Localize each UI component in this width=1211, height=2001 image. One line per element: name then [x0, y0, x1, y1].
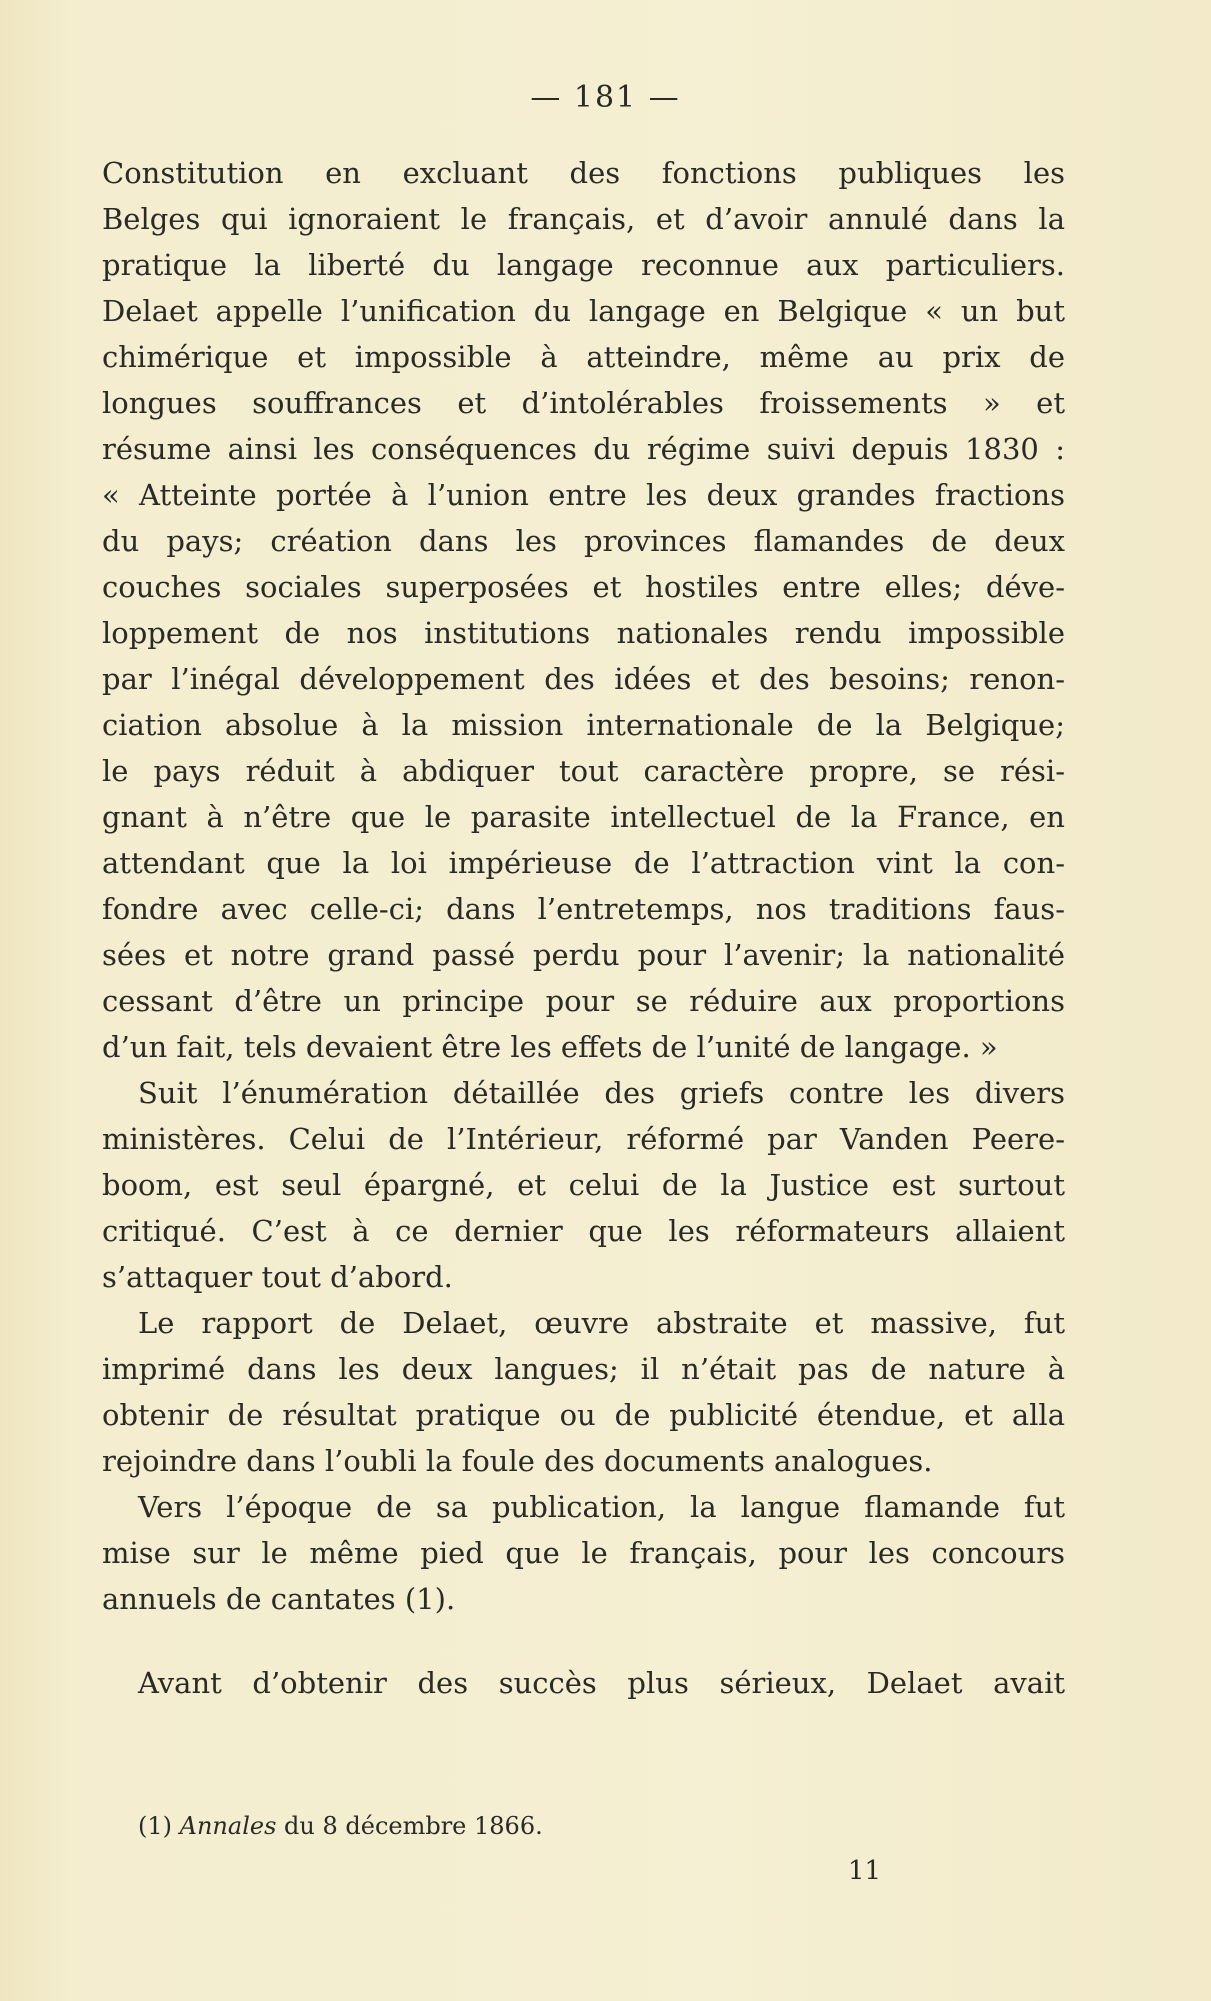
text-line: imprimé dans les deux langues; il n’était pas de nature à: [102, 1352, 1065, 1386]
text-line: annuels de cantates (1).: [102, 1582, 456, 1616]
footnote-title: Annales: [179, 1812, 277, 1840]
footnote-text: du 8 décembre 1866.: [284, 1812, 543, 1840]
text-line: Suit l’énumération détaillée des griefs contre les divers: [138, 1076, 1065, 1110]
text-line: Le rapport de Delaet, œuvre abstraite et massive, fut: [138, 1306, 1065, 1340]
text-line: critiqué. C’est à ce dernier que les réformateurs allaient: [102, 1214, 1065, 1248]
body-text: [102, 150, 1065, 1706]
text-line: ministères. Celui de l’Intérieur, réformé par Vanden Peere-: [102, 1122, 1065, 1156]
text-line: résume ainsi les conséquences du régime suivi depuis 1830 :: [102, 432, 1065, 466]
text-line: d’un fait, tels devaient être les effets de l’unité de langage. »: [102, 1030, 998, 1064]
paragraph-gap: [102, 1622, 1065, 1660]
text-line: cessant d’être un principe pour se réduire aux proportions: [102, 984, 1065, 1018]
text-line: Belges qui ignoraient le français, et d’avoir annulé dans la: [102, 202, 1065, 236]
text-line: du pays; création dans les provinces flamandes de deux: [102, 524, 1065, 558]
text-line: Vers l’époque de sa publication, la langue flamande fut: [138, 1490, 1065, 1524]
text-line: Constitution en excluant des fonctions publiques les: [102, 156, 1065, 190]
text-line: « Atteinte portée à l’union entre les deux grandes fractions: [102, 478, 1065, 512]
text-line: pratique la liberté du langage reconnue aux particuliers.: [102, 248, 1065, 282]
text-line: gnant à n’être que le parasite intellectuel de la France, en: [102, 800, 1065, 834]
footnote: [138, 1812, 543, 1840]
text-line: obtenir de résultat pratique ou de publicité étendue, et alla: [102, 1398, 1065, 1432]
text-line: s’attaquer tout d’abord.: [102, 1260, 453, 1294]
text-line: sées et notre grand passé perdu pour l’avenir; la nationalité: [102, 938, 1065, 972]
text-line: Delaet appelle l’unification du langage en Belgique « un but: [102, 294, 1065, 328]
text-line: couches sociales superposées et hostiles entre elles; déve-: [102, 570, 1065, 604]
text-line: fondre avec celle-ci; dans l’entretemps, nos traditions faus-: [102, 892, 1065, 926]
text-line: rejoindre dans l’oubli la foule des documents analogues.: [102, 1444, 933, 1478]
text-line: boom, est seul épargné, et celui de la Justice est surtout: [102, 1168, 1065, 1202]
page-number: — 181 —: [530, 80, 681, 115]
text-line: longues souffrances et d’intolérables froissements » et: [102, 386, 1065, 420]
text-line: attendant que la loi impérieuse de l’attraction vint la con-: [102, 846, 1065, 880]
text-line: loppement de nos institutions nationales rendu impossible: [102, 616, 1065, 650]
text-line: chimérique et impossible à atteindre, même au prix de: [102, 340, 1065, 374]
footnote-marker: (1): [138, 1812, 172, 1840]
text-line: Avant d’obtenir des succès plus sérieux, Delaet avait: [138, 1666, 1065, 1700]
text-line: le pays réduit à abdiquer tout caractère propre, se rési-: [102, 754, 1065, 788]
text-line: ciation absolue à la mission internationale de la Belgique;: [102, 708, 1065, 742]
text-line: par l’inégal développement des idées et des besoins; renon-: [102, 662, 1065, 696]
text-line: mise sur le même pied que le français, pour les concours: [102, 1536, 1065, 1570]
signature-mark: 11: [848, 1856, 882, 1886]
